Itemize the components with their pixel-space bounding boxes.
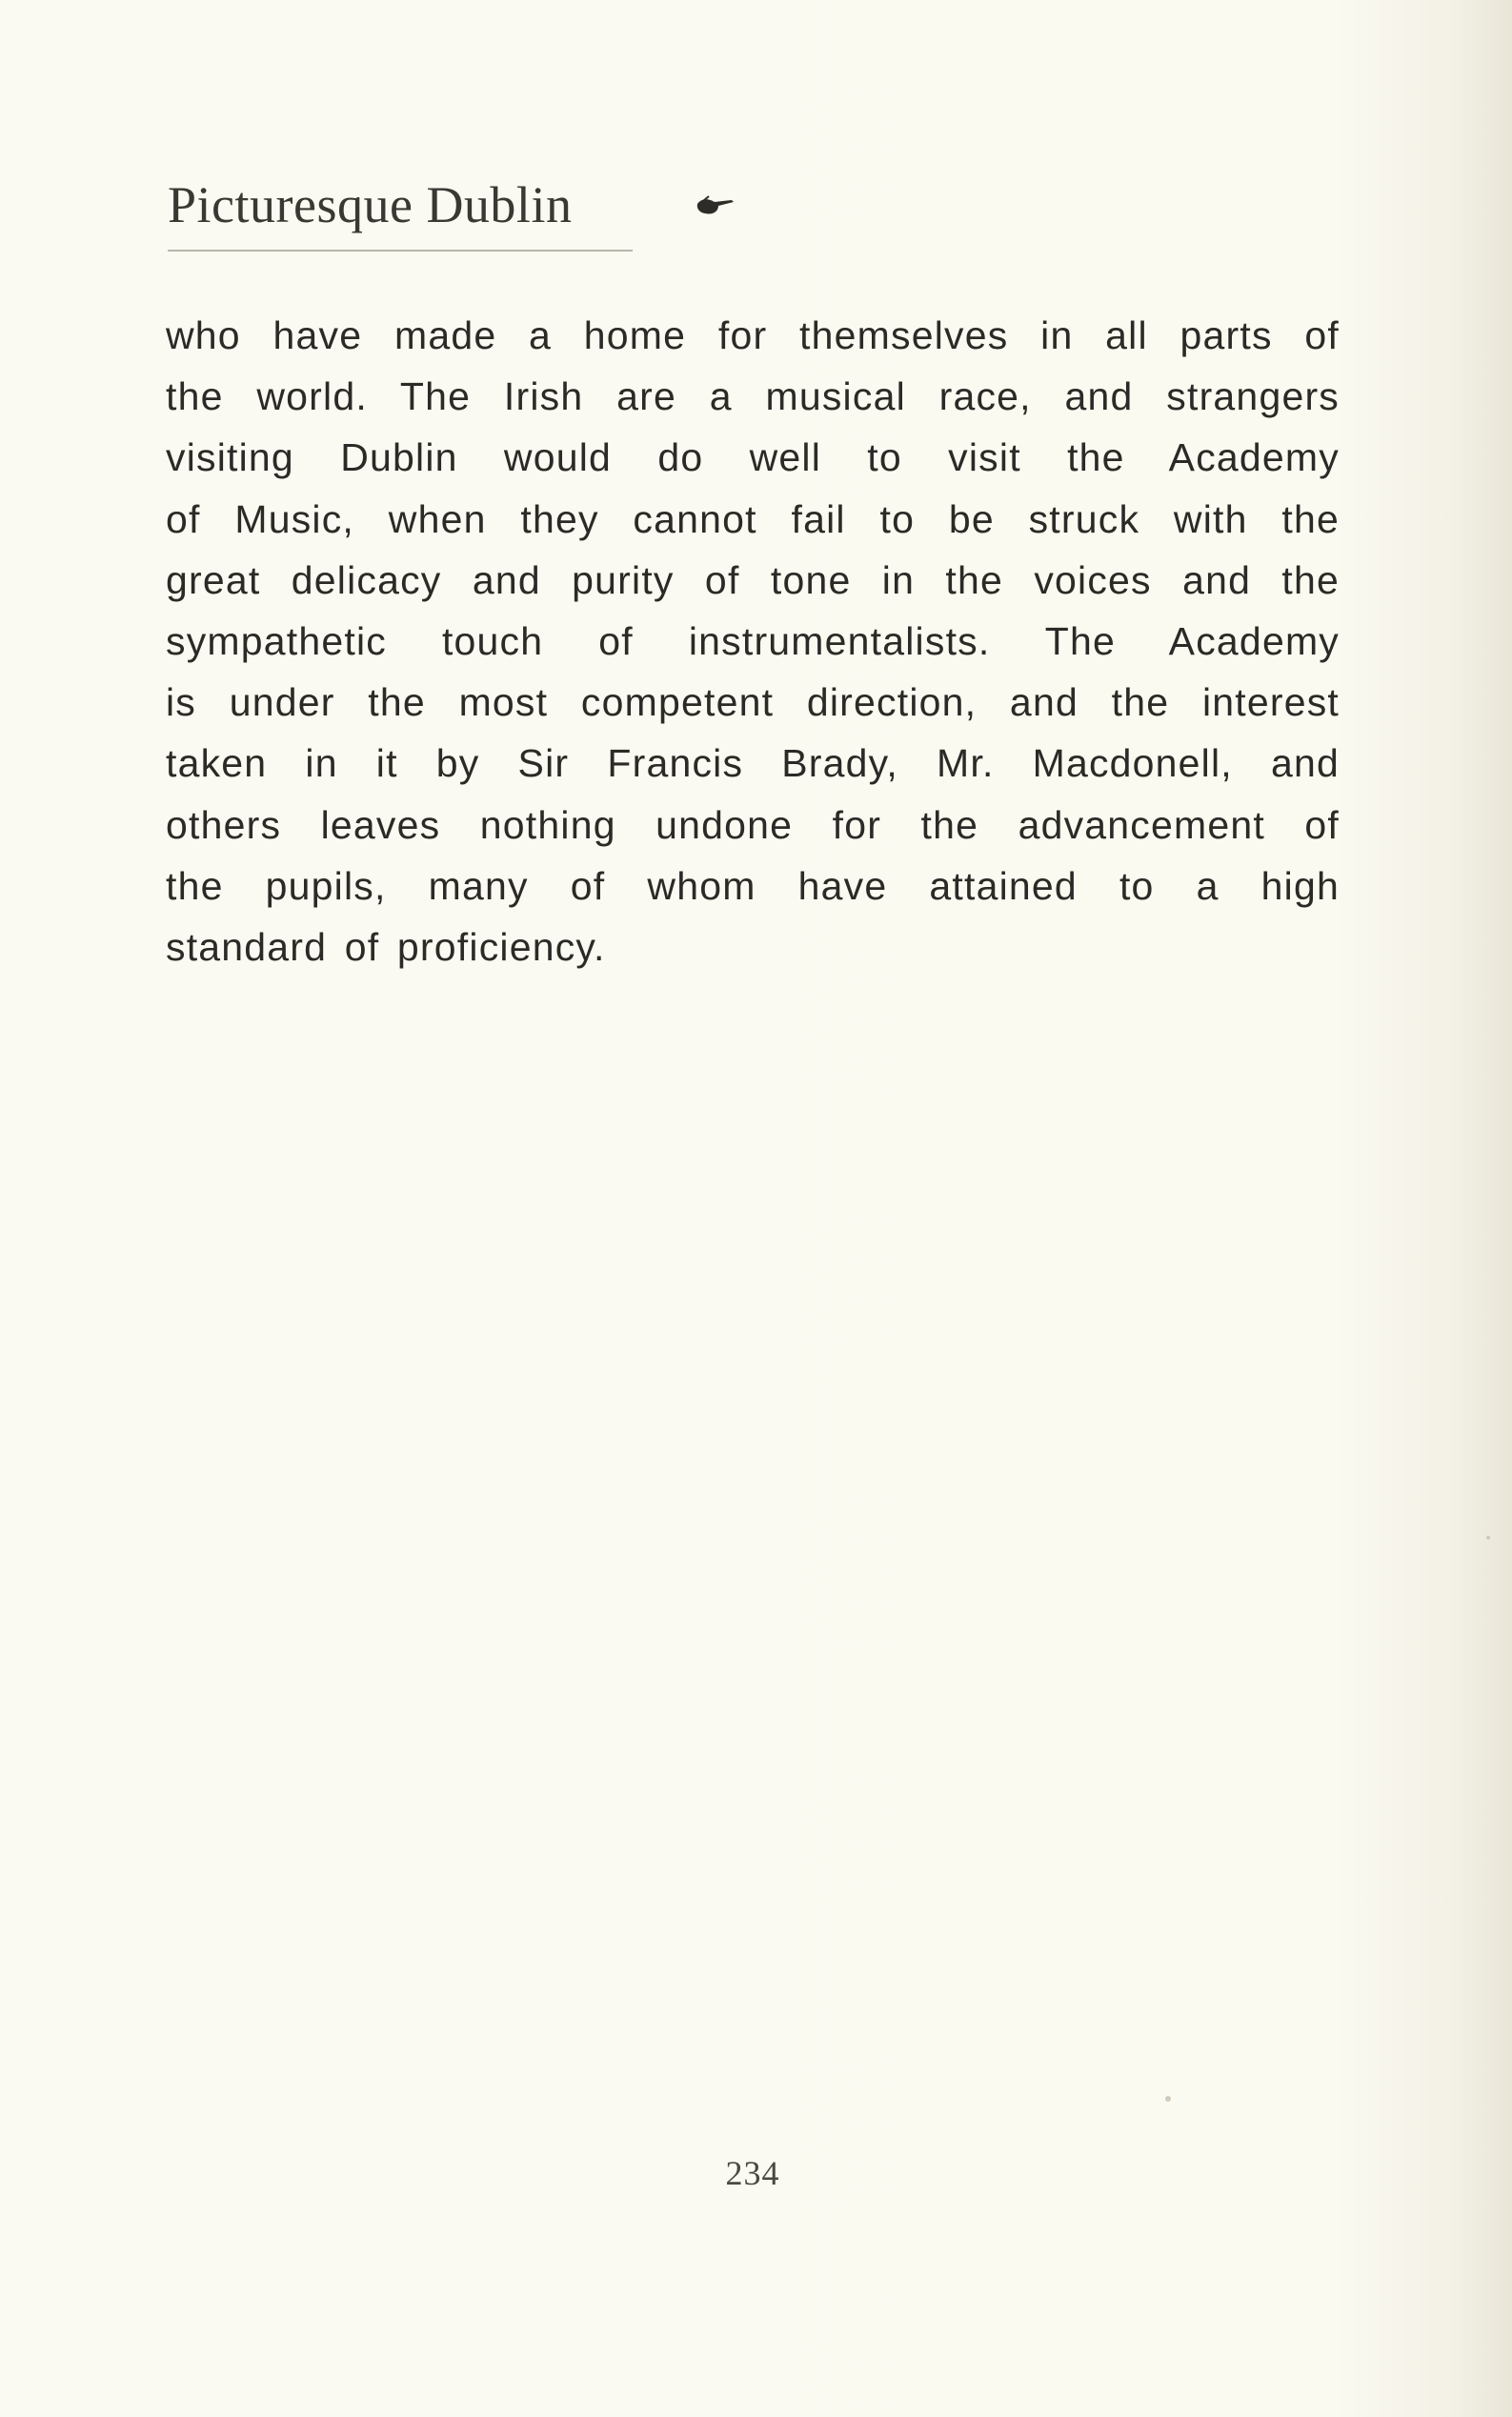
text-line: the pupils, many of whom have attained to a high [166,863,1340,908]
text-line: taken in it by Sir Francis Brady, Mr. Macdonell, and [166,741,1340,786]
pointing-hand-ornament-icon [694,192,737,221]
text-line: is under the most competent direction, and the interest [166,680,1340,725]
text-line: who have made a home for themselves in all parts of [166,313,1340,357]
header-rule [168,250,633,252]
text-line: visiting Dublin would do well to visit the Academy [166,435,1340,480]
running-head [168,173,644,236]
paper-speck [1165,2096,1171,2102]
text-line: sympathetic touch of instrumentalists. The Academy [166,618,1340,663]
running-title: Picturesque Dublin [168,176,573,233]
body-paragraph [166,305,1340,977]
text-line: of Music, when they cannot fail to be struck with the [166,496,1340,541]
paper-speck [1486,1536,1490,1540]
text-line: the world. The Irish are a musical race, and strangers [166,374,1340,419]
text-line: standard of proficiency. [166,924,606,969]
page-number: 234 [725,2154,780,2192]
text-line: great delicacy and purity of tone in the voices and the [166,557,1340,602]
text-line: others leaves nothing undone for the advancement of [166,802,1340,847]
